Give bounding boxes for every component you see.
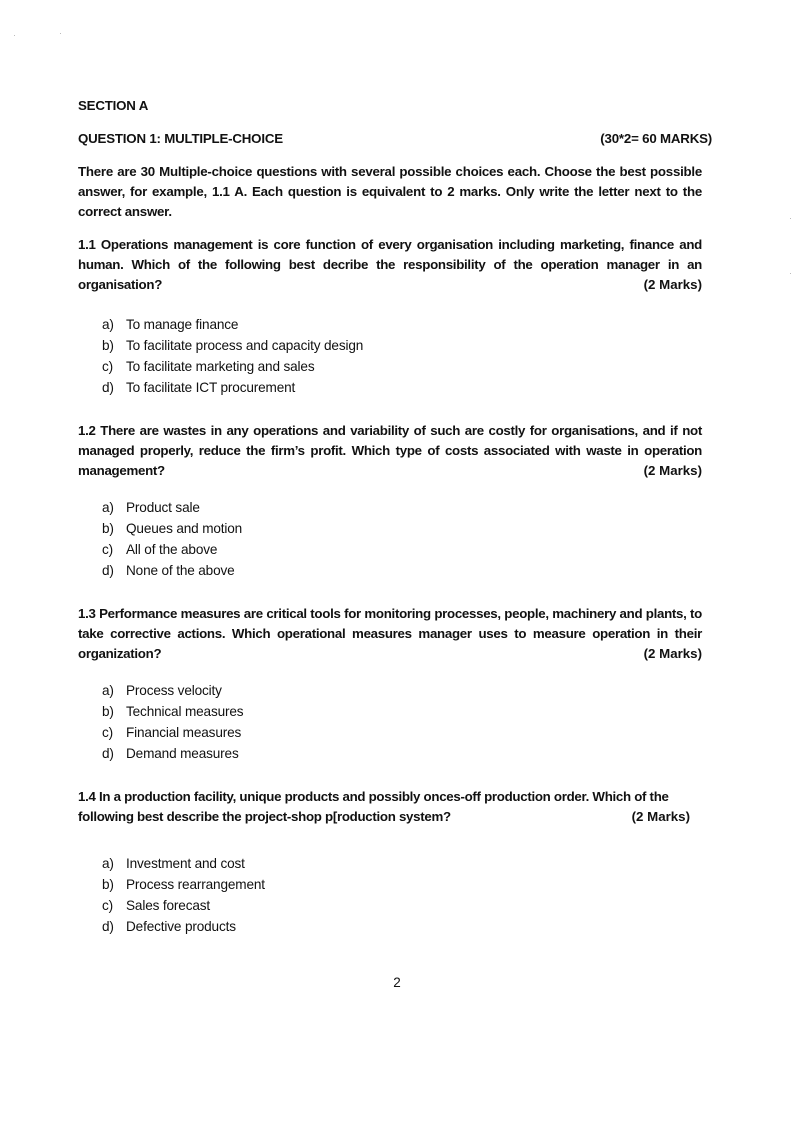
question-text: 1.4 In a production facility, unique products and possibly onces-off production order. Which of the following best describe the project-shop p[roduction system?	[78, 789, 669, 824]
option-text: To facilitate marketing and sales	[126, 359, 315, 374]
scan-speck	[14, 35, 15, 36]
option-text: Sales forecast	[126, 898, 211, 913]
question-1-1	[78, 235, 702, 295]
scan-speck	[60, 33, 61, 34]
option-letter: c)	[102, 898, 114, 913]
option-c	[102, 356, 363, 377]
option-letter: c)	[102, 725, 114, 740]
option-text: Demand measures	[126, 746, 239, 761]
option-letter: d)	[102, 380, 114, 395]
question-marks: (2 Marks)	[631, 809, 690, 824]
options-list	[102, 497, 242, 581]
options-list	[102, 680, 243, 764]
question-text: 1.2 There are wastes in any operations and variability of such are costly for organisations, and if not managed properly, reduce the firm’s profit. Which type of costs associated with waste in operation management?	[78, 423, 702, 478]
options-list	[102, 314, 363, 398]
scan-speck	[790, 273, 791, 274]
option-text: None of the above	[126, 563, 235, 578]
option-text: Process velocity	[126, 683, 222, 698]
question-text: 1.1 Operations management is core function of every organisation including marketing, finance and human. Which of the following best decribe the responsibility of the operation manager in an organisation?	[78, 237, 702, 292]
option-letter: a)	[102, 856, 114, 871]
option-letter: b)	[102, 338, 114, 353]
option-text: All of the above	[126, 542, 218, 557]
option-a	[102, 497, 242, 518]
option-c	[102, 895, 265, 916]
question-heading-title: QUESTION 1: MULTIPLE-CHOICE	[78, 131, 283, 146]
option-text: To facilitate ICT procurement	[126, 380, 296, 395]
option-text: Queues and motion	[126, 521, 243, 536]
scan-speck	[790, 218, 791, 219]
option-text: Product sale	[126, 500, 200, 515]
option-letter: a)	[102, 500, 114, 515]
question-marks: (2 Marks)	[643, 463, 702, 478]
option-a	[102, 853, 265, 874]
question-marks: (2 Marks)	[643, 277, 702, 292]
question-heading	[78, 131, 712, 146]
option-b	[102, 518, 242, 539]
question-1-4	[78, 787, 690, 827]
option-letter: b)	[102, 704, 114, 719]
option-d	[102, 377, 363, 398]
question-1-3	[78, 604, 702, 664]
option-letter: a)	[102, 683, 114, 698]
option-letter: c)	[102, 542, 114, 557]
option-text: To facilitate process and capacity design	[126, 338, 364, 353]
question-1-2	[78, 421, 702, 481]
options-list	[102, 853, 265, 937]
page-number: 2	[393, 975, 401, 990]
question-heading-marks: (30*2= 60 MARKS)	[600, 131, 712, 146]
option-letter: b)	[102, 877, 114, 892]
option-b	[102, 874, 265, 895]
option-a	[102, 680, 243, 701]
option-letter: c)	[102, 359, 114, 374]
option-b	[102, 335, 363, 356]
option-d	[102, 560, 242, 581]
section-title: SECTION A	[78, 98, 149, 113]
option-letter: d)	[102, 746, 114, 761]
question-text: 1.3 Performance measures are critical tools for monitoring processes, people, machinery and plants, to take corrective actions. Which operational measures manager uses to measure operation in their organization?	[78, 606, 702, 661]
option-text: To manage finance	[126, 317, 239, 332]
option-letter: d)	[102, 919, 114, 934]
option-c	[102, 722, 243, 743]
option-letter: a)	[102, 317, 114, 332]
question-marks: (2 Marks)	[643, 646, 702, 661]
option-a	[102, 314, 363, 335]
option-d	[102, 743, 243, 764]
option-b	[102, 701, 243, 722]
option-text: Process rearrangement	[126, 877, 265, 892]
option-letter: d)	[102, 563, 114, 578]
option-text: Defective products	[126, 919, 236, 934]
option-text: Financial measures	[126, 725, 242, 740]
option-text: Technical measures	[126, 704, 244, 719]
option-text: Investment and cost	[126, 856, 245, 871]
option-letter: b)	[102, 521, 114, 536]
instructions: There are 30 Multiple-choice questions with several possible choices each. Choose the best possible answer, for example, 1.1 A. Each question is equivalent to 2 marks. Only write the letter next to the correct answer.	[78, 164, 702, 219]
option-d	[102, 916, 265, 937]
option-c	[102, 539, 242, 560]
